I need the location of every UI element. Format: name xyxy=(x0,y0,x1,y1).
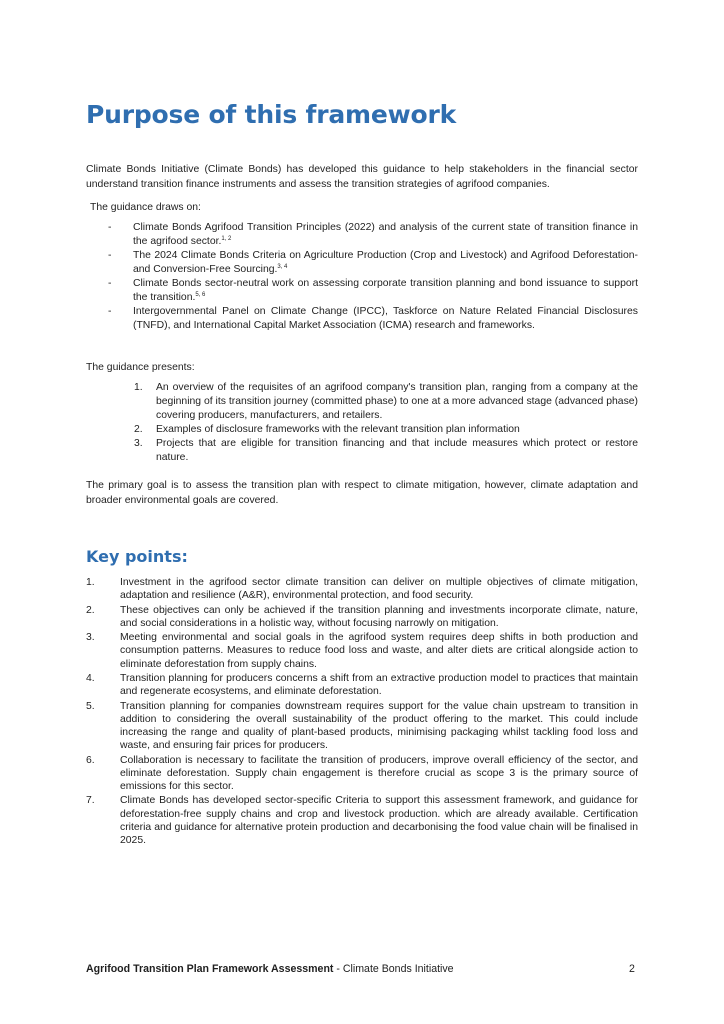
list-item xyxy=(86,604,638,630)
list-item-text: Projects that are eligible for transition financing and that include measures which protect or restore nature. xyxy=(156,438,638,463)
list-item-text: Climate Bonds has developed sector-specific Criteria to support this assessment framework, and guidance for deforestation-free supply chains and crop and livestock production. which are already available. Certification criteria and guidance for alternative protein production and decarbonising the food value chain will be finalised in 2025. xyxy=(120,795,638,846)
list-bullet: - xyxy=(108,250,112,262)
list-item xyxy=(86,672,638,698)
list-item-text: Examples of disclosure frameworks with the relevant transition plan information xyxy=(156,424,520,435)
list-item-text: Investment in the agrifood sector climate transition can deliver on multiple objectives of climate mitigation, adaptation and resilience (A&R), environmental protection, and food security. xyxy=(120,577,638,602)
list-bullet: - xyxy=(108,306,112,318)
list-item-text: Collaboration is necessary to facilitate the transition of producers, improve overall efficiency of the sector, and eliminate deforestation. Supply chain engagement is therefore crucial as scope 3 is the primary source of emissions for this sector. xyxy=(120,754,638,792)
draws-on-list xyxy=(108,221,638,333)
list-item xyxy=(108,221,638,249)
page-number: 2 xyxy=(629,963,635,975)
list-item xyxy=(86,631,638,671)
list-bullet: - xyxy=(108,278,112,290)
list-item-text: The 2024 Climate Bonds Criteria on Agriculture Production (Crop and Livestock) and Agrifood Deforestation- and Conversion-Free Sourcing. xyxy=(133,250,638,275)
list-item-text: Intergovernmental Panel on Climate Change (IPCC), Taskforce on Nature Related Financial Disclosures (TNFD), and International Capital Market Association (ICMA) research and frameworks. xyxy=(133,306,638,332)
list-item-text: Meeting environmental and social goals in the agrifood system requires deep shifts in both production and consumption patterns. Measures to reduce food loss and waste, and alter diets are critical alongside action to eliminate deforestation from supply chains. xyxy=(120,632,638,670)
list-number: 4. xyxy=(86,672,95,684)
list-item xyxy=(86,576,638,602)
footer-org: Climate Bonds Initiative xyxy=(342,963,454,975)
draws-on-intro: The guidance draws on: xyxy=(90,202,201,213)
list-item-text: Climate Bonds sector-neutral work on assessing corporate transition planning and bond issuance to support the transition. xyxy=(133,278,638,303)
list-item-text: These objectives can only be achieved if the transition planning and investments incorporate climate, nature, and social considerations in a holistic way, without focusing narrowly on mitigation. xyxy=(120,604,638,629)
list-number: 1. xyxy=(134,382,143,393)
list-item xyxy=(108,277,638,305)
footer-separator: - xyxy=(333,963,343,975)
list-item xyxy=(108,305,638,333)
footer-doc-title: Agrifood Transition Plan Framework Assessment xyxy=(86,963,334,975)
list-number: 1. xyxy=(86,577,95,588)
list-bullet: - xyxy=(108,222,112,233)
list-number: 5. xyxy=(86,700,95,712)
presents-list xyxy=(134,381,638,465)
page-title: Purpose of this framework xyxy=(86,100,457,129)
list-item-text: Transition planning for companies downstream requires support for the value chain upstream to transition in addition to considering the overall sustainability of the product offering to the market. This could include increasing the range and quality of plant-based products, minimising packaging whilst tackling food loss and waste, and ensuring fair prices for producers. xyxy=(120,700,638,752)
list-item xyxy=(86,794,638,847)
list-item xyxy=(86,700,638,753)
list-item-text: Transition planning for producers concerns a shift from an extractive production model to practices that maintain and regenerate ecosystems, and eliminate deforestation. xyxy=(120,672,638,698)
presents-intro: The guidance presents: xyxy=(86,362,195,373)
list-number: 7. xyxy=(86,795,95,807)
list-item xyxy=(134,381,638,423)
footnote-ref: 5, 6 xyxy=(195,291,206,298)
list-item-text: An overview of the requisites of an agrifood company's transition plan, ranging from a company at the beginning of its transition journey (committed phase) to one at a more advanced stage (advanced phase) covering producers, manufacturers, and retailers. xyxy=(156,382,638,421)
list-item xyxy=(86,754,638,794)
list-item xyxy=(134,437,638,465)
footnote-ref: 3, 4 xyxy=(277,263,288,270)
list-number: 3. xyxy=(86,632,95,644)
list-number: 2. xyxy=(86,604,95,616)
list-item-text: Climate Bonds Agrifood Transition Principles (2022) and analysis of the current state of transition finance in the agrifood sector. xyxy=(133,222,638,247)
key-points-heading: Key points: xyxy=(86,547,188,566)
list-item xyxy=(108,249,638,277)
key-points-list xyxy=(86,576,638,848)
list-number: 6. xyxy=(86,754,95,766)
footnote-ref: 1, 2 xyxy=(221,235,232,242)
intro-paragraph: Climate Bonds Initiative (Climate Bonds) has developed this guidance to help stakeholders in the financial sector understand transition finance instruments and assess the transition strategies of agrifood companies. xyxy=(86,164,638,190)
primary-goal-paragraph: The primary goal is to assess the transition plan with respect to climate mitigation, however, climate adaptation and broader environmental goals are covered. xyxy=(86,480,638,506)
list-number: 3. xyxy=(134,438,143,449)
list-number: 2. xyxy=(134,424,143,435)
list-item xyxy=(134,423,638,437)
page-footer xyxy=(86,963,454,975)
